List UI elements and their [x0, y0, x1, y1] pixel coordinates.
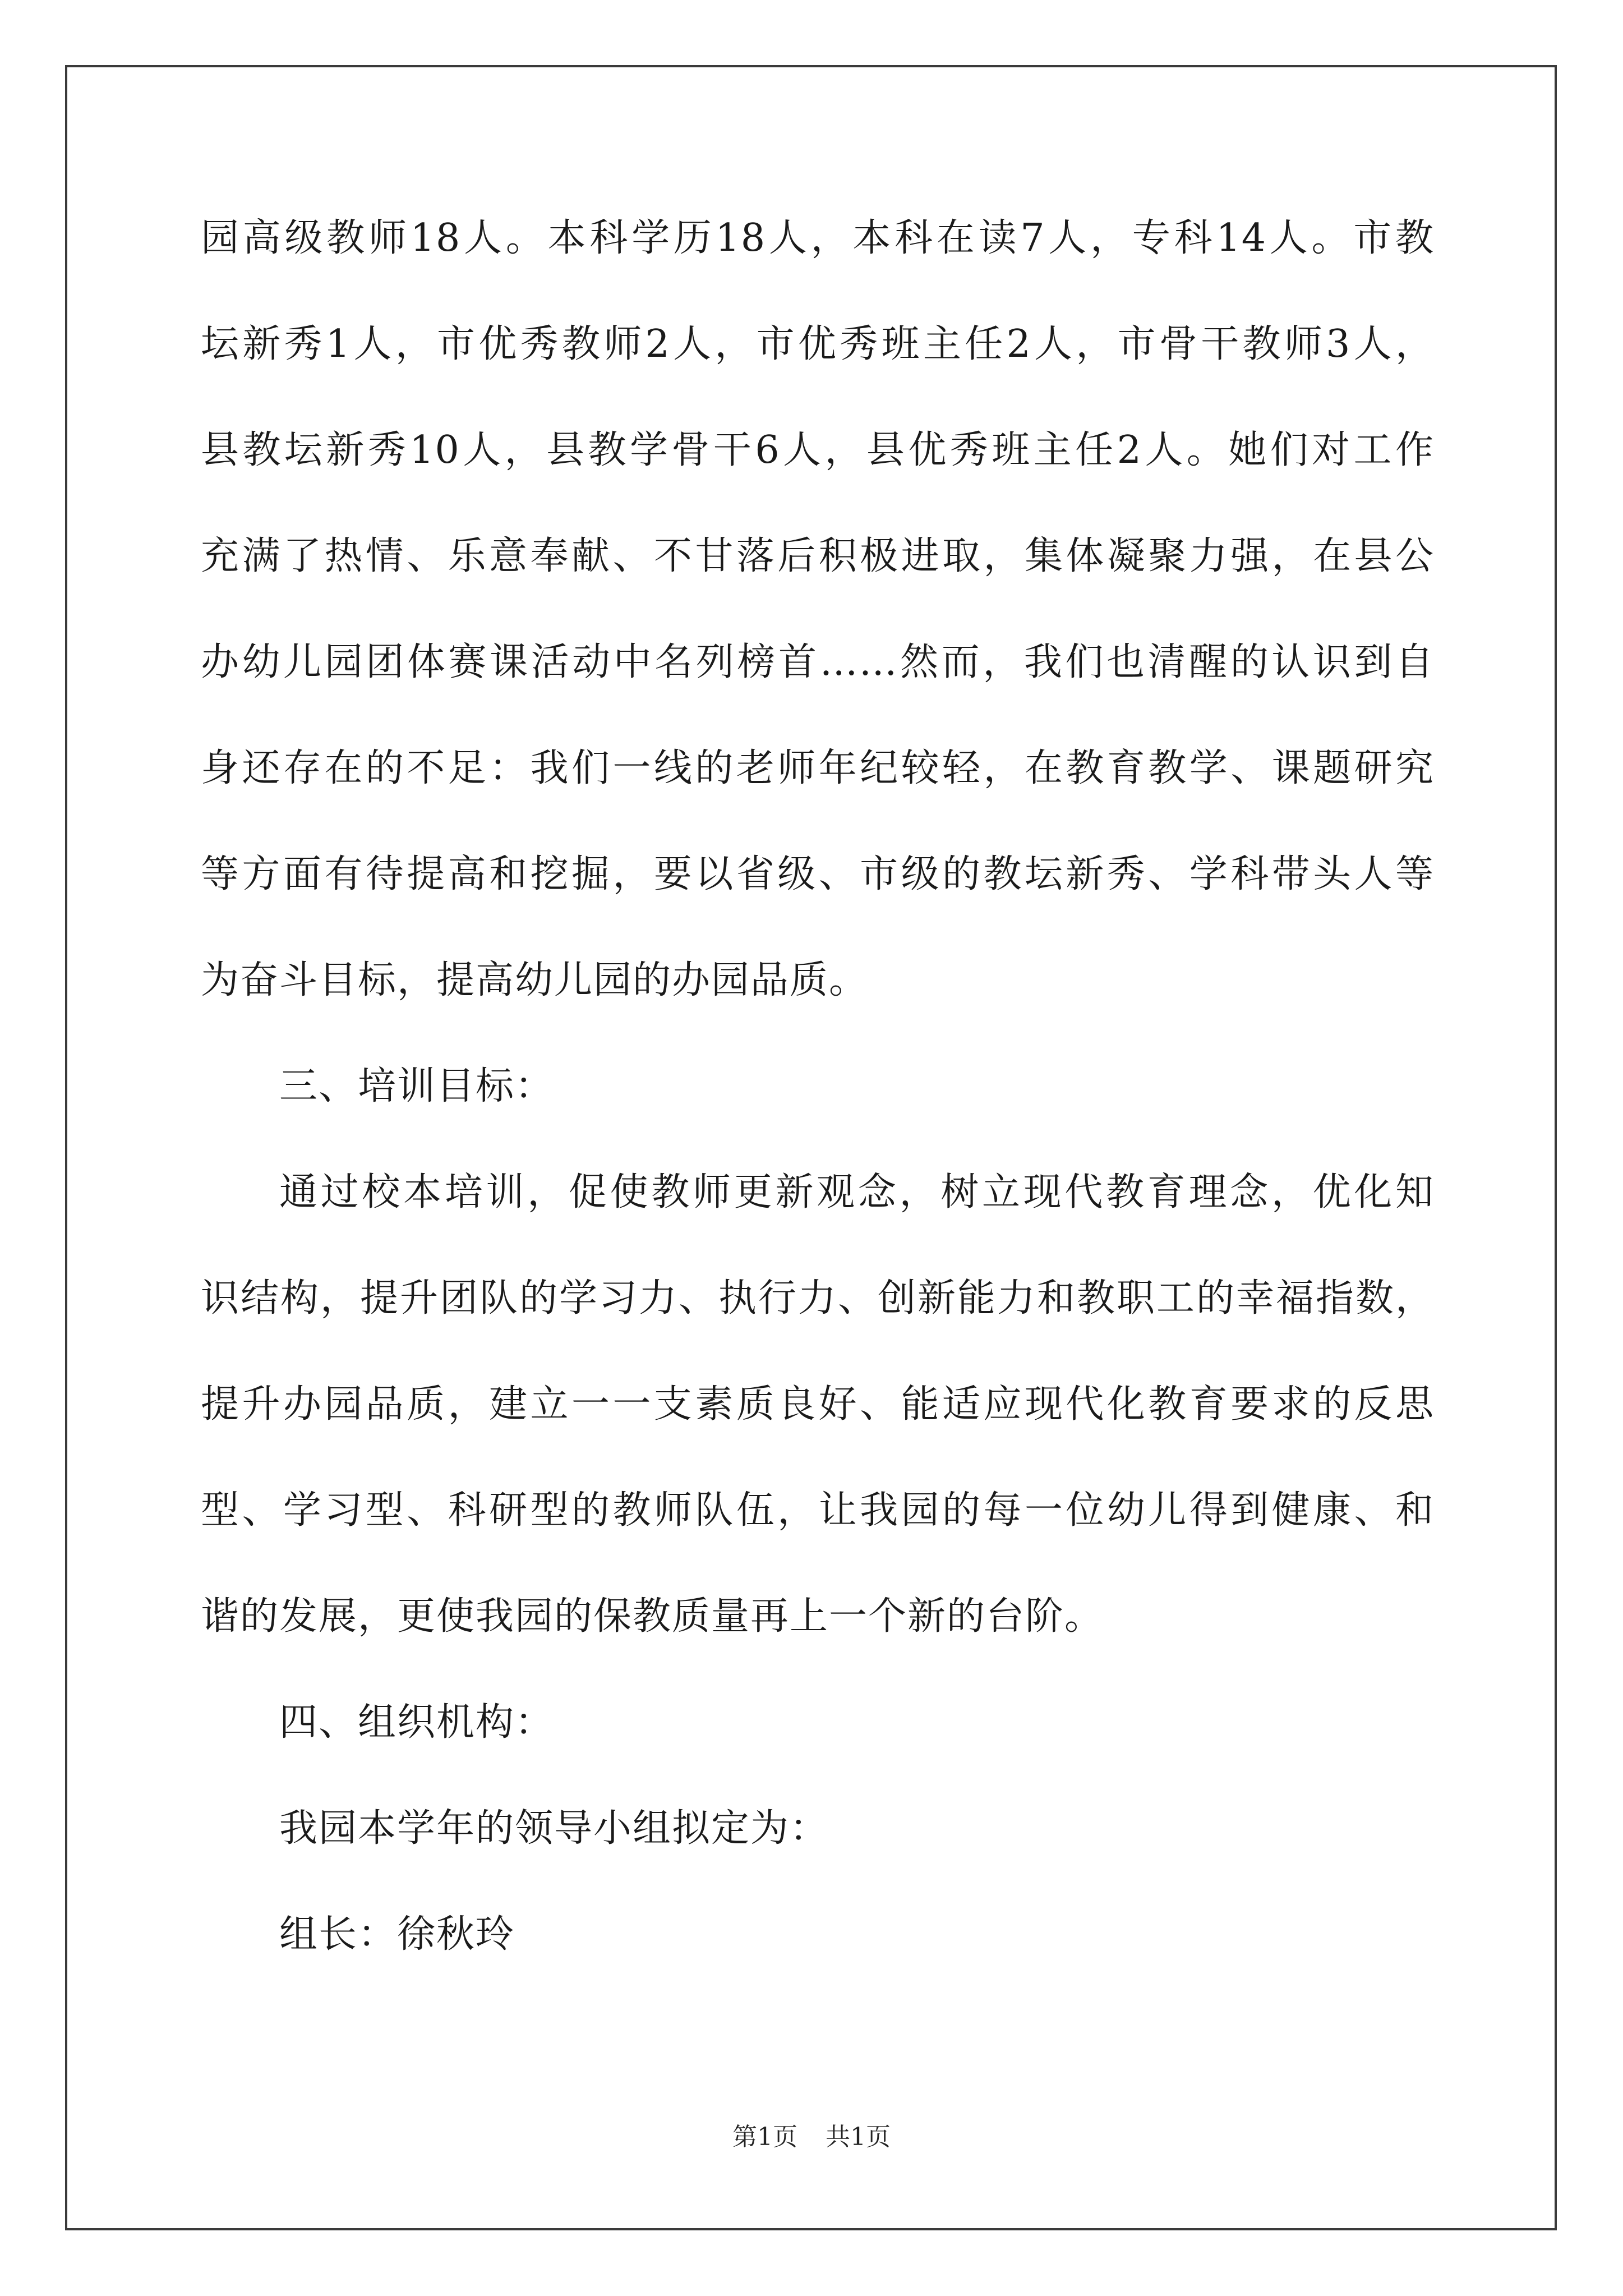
- paragraph-line: 充满了热情、乐意奉献、不甘落后积极进取，集体凝聚力强，在县公: [201, 534, 1435, 578]
- paragraph-line: 我园本学年的领导小组拟定为：: [279, 1806, 829, 1851]
- section-heading: 四、组织机构：: [279, 1700, 555, 1745]
- page-number-total: 共1页: [826, 2123, 891, 2151]
- paragraph-line: 身还存在的不足：我们一线的老师年纪较轻，在教育教学、课题研究: [201, 746, 1435, 790]
- document-body: [201, 212, 1435, 2014]
- paragraph-line: 县教坛新秀10人，县教学骨干6人，县优秀班主任2人。她们对工作: [201, 428, 1435, 472]
- paragraph-line: 坛新秀1人，市优秀教师2人，市优秀班主任2人，市骨干教师3人，: [201, 322, 1435, 366]
- paragraph-line: 组长：徐秋玲: [279, 1912, 515, 1957]
- paragraph-line: 型、学习型、科研型的教师队伍，让我园的每一位幼儿得到健康、和: [201, 1488, 1435, 1533]
- paragraph-line: 为奋斗目标，提高幼儿园的办园品质。: [201, 958, 869, 1002]
- paragraph-line: 谐的发展，更使我园的保教质量再上一个新的台阶。: [201, 1594, 1104, 1639]
- paragraph-line: 识结构，提升团队的学习力、执行力、创新能力和教职工的幸福指数，: [201, 1276, 1435, 1320]
- paragraph-line: 园高级教师18人。本科学历18人，本科在读7人，专科14人。市教: [201, 216, 1435, 260]
- paragraph-line: 办幼儿园团体赛课活动中名列榜首……然而，我们也清醒的认识到自: [201, 640, 1435, 684]
- page-footer: [0, 2120, 1623, 2154]
- paragraph-line: 提升办园品质，建立一一支素质良好、能适应现代化教育要求的反思: [201, 1382, 1435, 1427]
- section-heading: 三、培训目标：: [279, 1064, 555, 1108]
- paragraph-line: 等方面有待提高和挖掘，要以省级、市级的教坛新秀、学科带头人等: [201, 852, 1435, 896]
- paragraph-line: 通过校本培训，促使教师更新观念，树立现代教育理念，优化知: [279, 1170, 1435, 1214]
- page-number-current: 第1页: [732, 2123, 797, 2151]
